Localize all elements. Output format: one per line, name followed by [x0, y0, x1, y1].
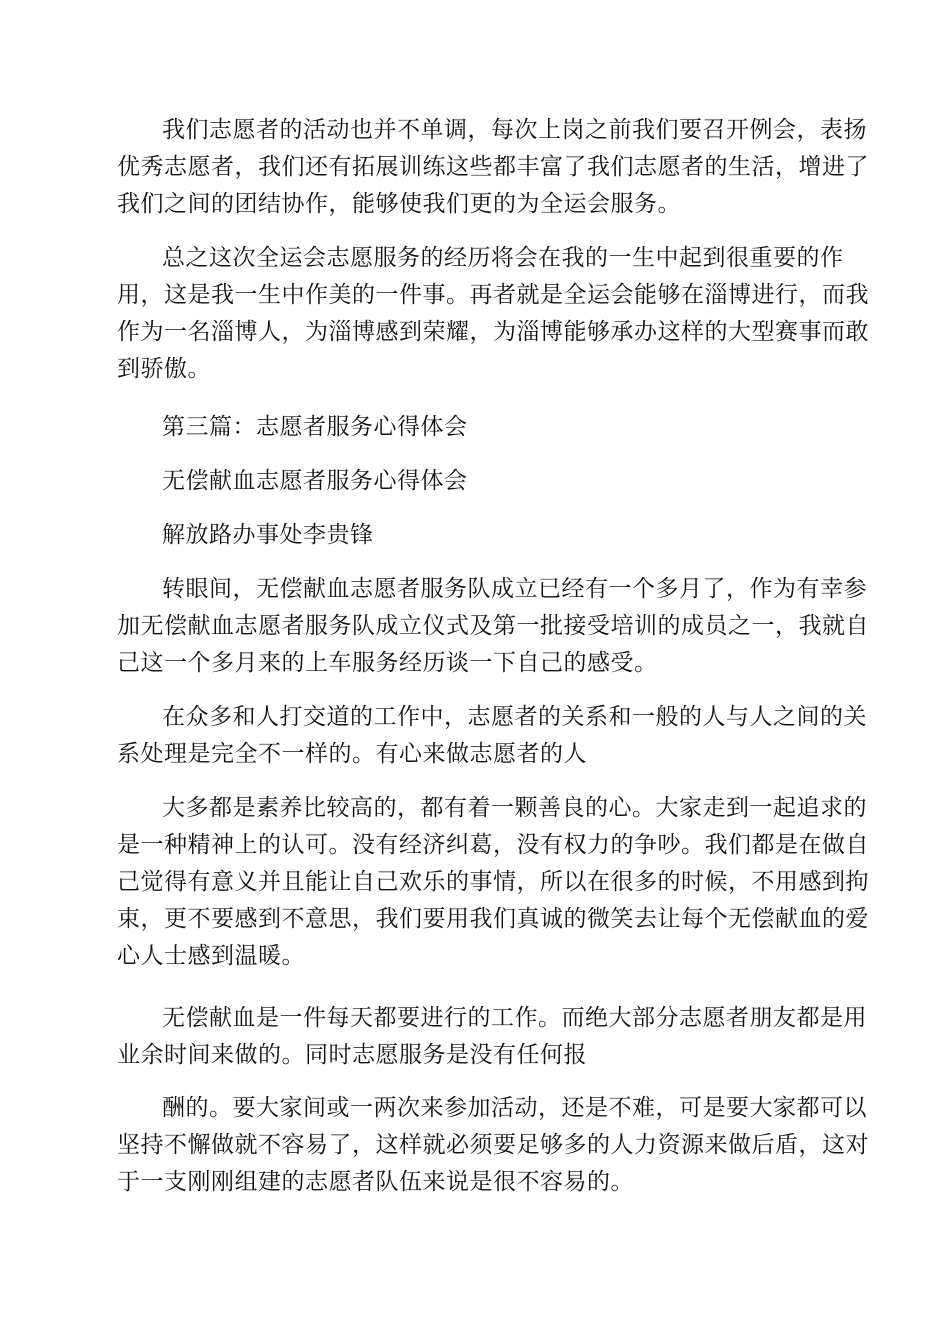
text-line: 第三篇：志愿者服务心得体会	[162, 414, 468, 440]
paragraph-3	[117, 571, 869, 682]
text-line: 酬的。要大家间或一两次来参加活动，还是不难，可是要大家都可以	[162, 1095, 867, 1121]
text-line: 业余时间来做的。同时志愿服务是没有任何报	[117, 1042, 587, 1068]
text-line: 总之这次全运会志愿服务的经历将会在我的一生中起到很重要的作	[162, 245, 844, 271]
text-line: 我们志愿者的活动也并不单调，每次上岗之前我们要召开例会，表扬	[162, 117, 867, 143]
text-line: 束，更不要感到不意思，我们要用我们真诚的微笑去让每个无偿献血的爱	[117, 906, 869, 932]
paragraph-5	[117, 790, 869, 975]
paragraph-7	[117, 1090, 869, 1201]
text-line: 大多都是素养比较高的，都有着一颗善良的心。大家走到一起追求的	[162, 795, 867, 821]
paragraph-2	[117, 240, 869, 388]
text-line: 作为一名淄博人，为淄博感到荣耀，为淄博能够承办这样的大型赛事而敢	[117, 319, 869, 345]
section-heading	[117, 409, 837, 446]
text-line: 是一种精神上的认可。没有经济纠葛，没有权力的争吵。我们都是在做自	[117, 832, 869, 858]
text-line: 无偿献血是一件每天都要进行的工作。而绝大部分志愿者朋友都是用	[162, 1005, 867, 1031]
text-line: 到骄傲。	[117, 356, 211, 382]
article-title	[117, 463, 837, 500]
text-line: 加无偿献血志愿者服务队成立仪式及第一批接受培训的成员之一，我就自	[117, 613, 869, 639]
text-line: 用，这是我一生中作美的一件事。再者就是全运会能够在淄博进行，而我	[117, 282, 869, 308]
text-line: 解放路办事处李贵锋	[162, 522, 374, 548]
paragraph-1	[117, 112, 869, 223]
paragraph-4	[117, 699, 867, 773]
text-line: 转眼间，无偿献血志愿者服务队成立已经有一个多月了，作为有幸参	[162, 576, 867, 602]
text-line: 优秀志愿者，我们还有拓展训练这些都丰富了我们志愿者的生活，增进了	[117, 154, 869, 180]
text-line: 心人士感到温暖。	[117, 943, 305, 969]
text-line: 无偿献血志愿者服务心得体会	[162, 468, 468, 494]
text-line: 系处理是完全不一样的。有心来做志愿者的人	[117, 741, 587, 767]
text-line: 坚持不懈做就不容易了，这样就必须要足够多的人力资源来做后盾，这对	[117, 1132, 869, 1158]
text-line: 己觉得有意义并且能让自己欢乐的事情，所以在很多的时候，不用感到拘	[117, 869, 869, 895]
author-line	[117, 517, 837, 554]
text-line: 在众多和人打交道的工作中，志愿者的关系和一般的人与人之间的关	[162, 704, 867, 730]
paragraph-6	[117, 1000, 867, 1074]
text-line: 己这一个多月来的上车服务经历谈一下自己的感受。	[117, 650, 658, 676]
text-line: 我们之间的团结协作，能够使我们更的为全运会服务。	[117, 191, 681, 217]
text-line: 于一支刚刚组建的志愿者队伍来说是很不容易的。	[117, 1169, 634, 1195]
